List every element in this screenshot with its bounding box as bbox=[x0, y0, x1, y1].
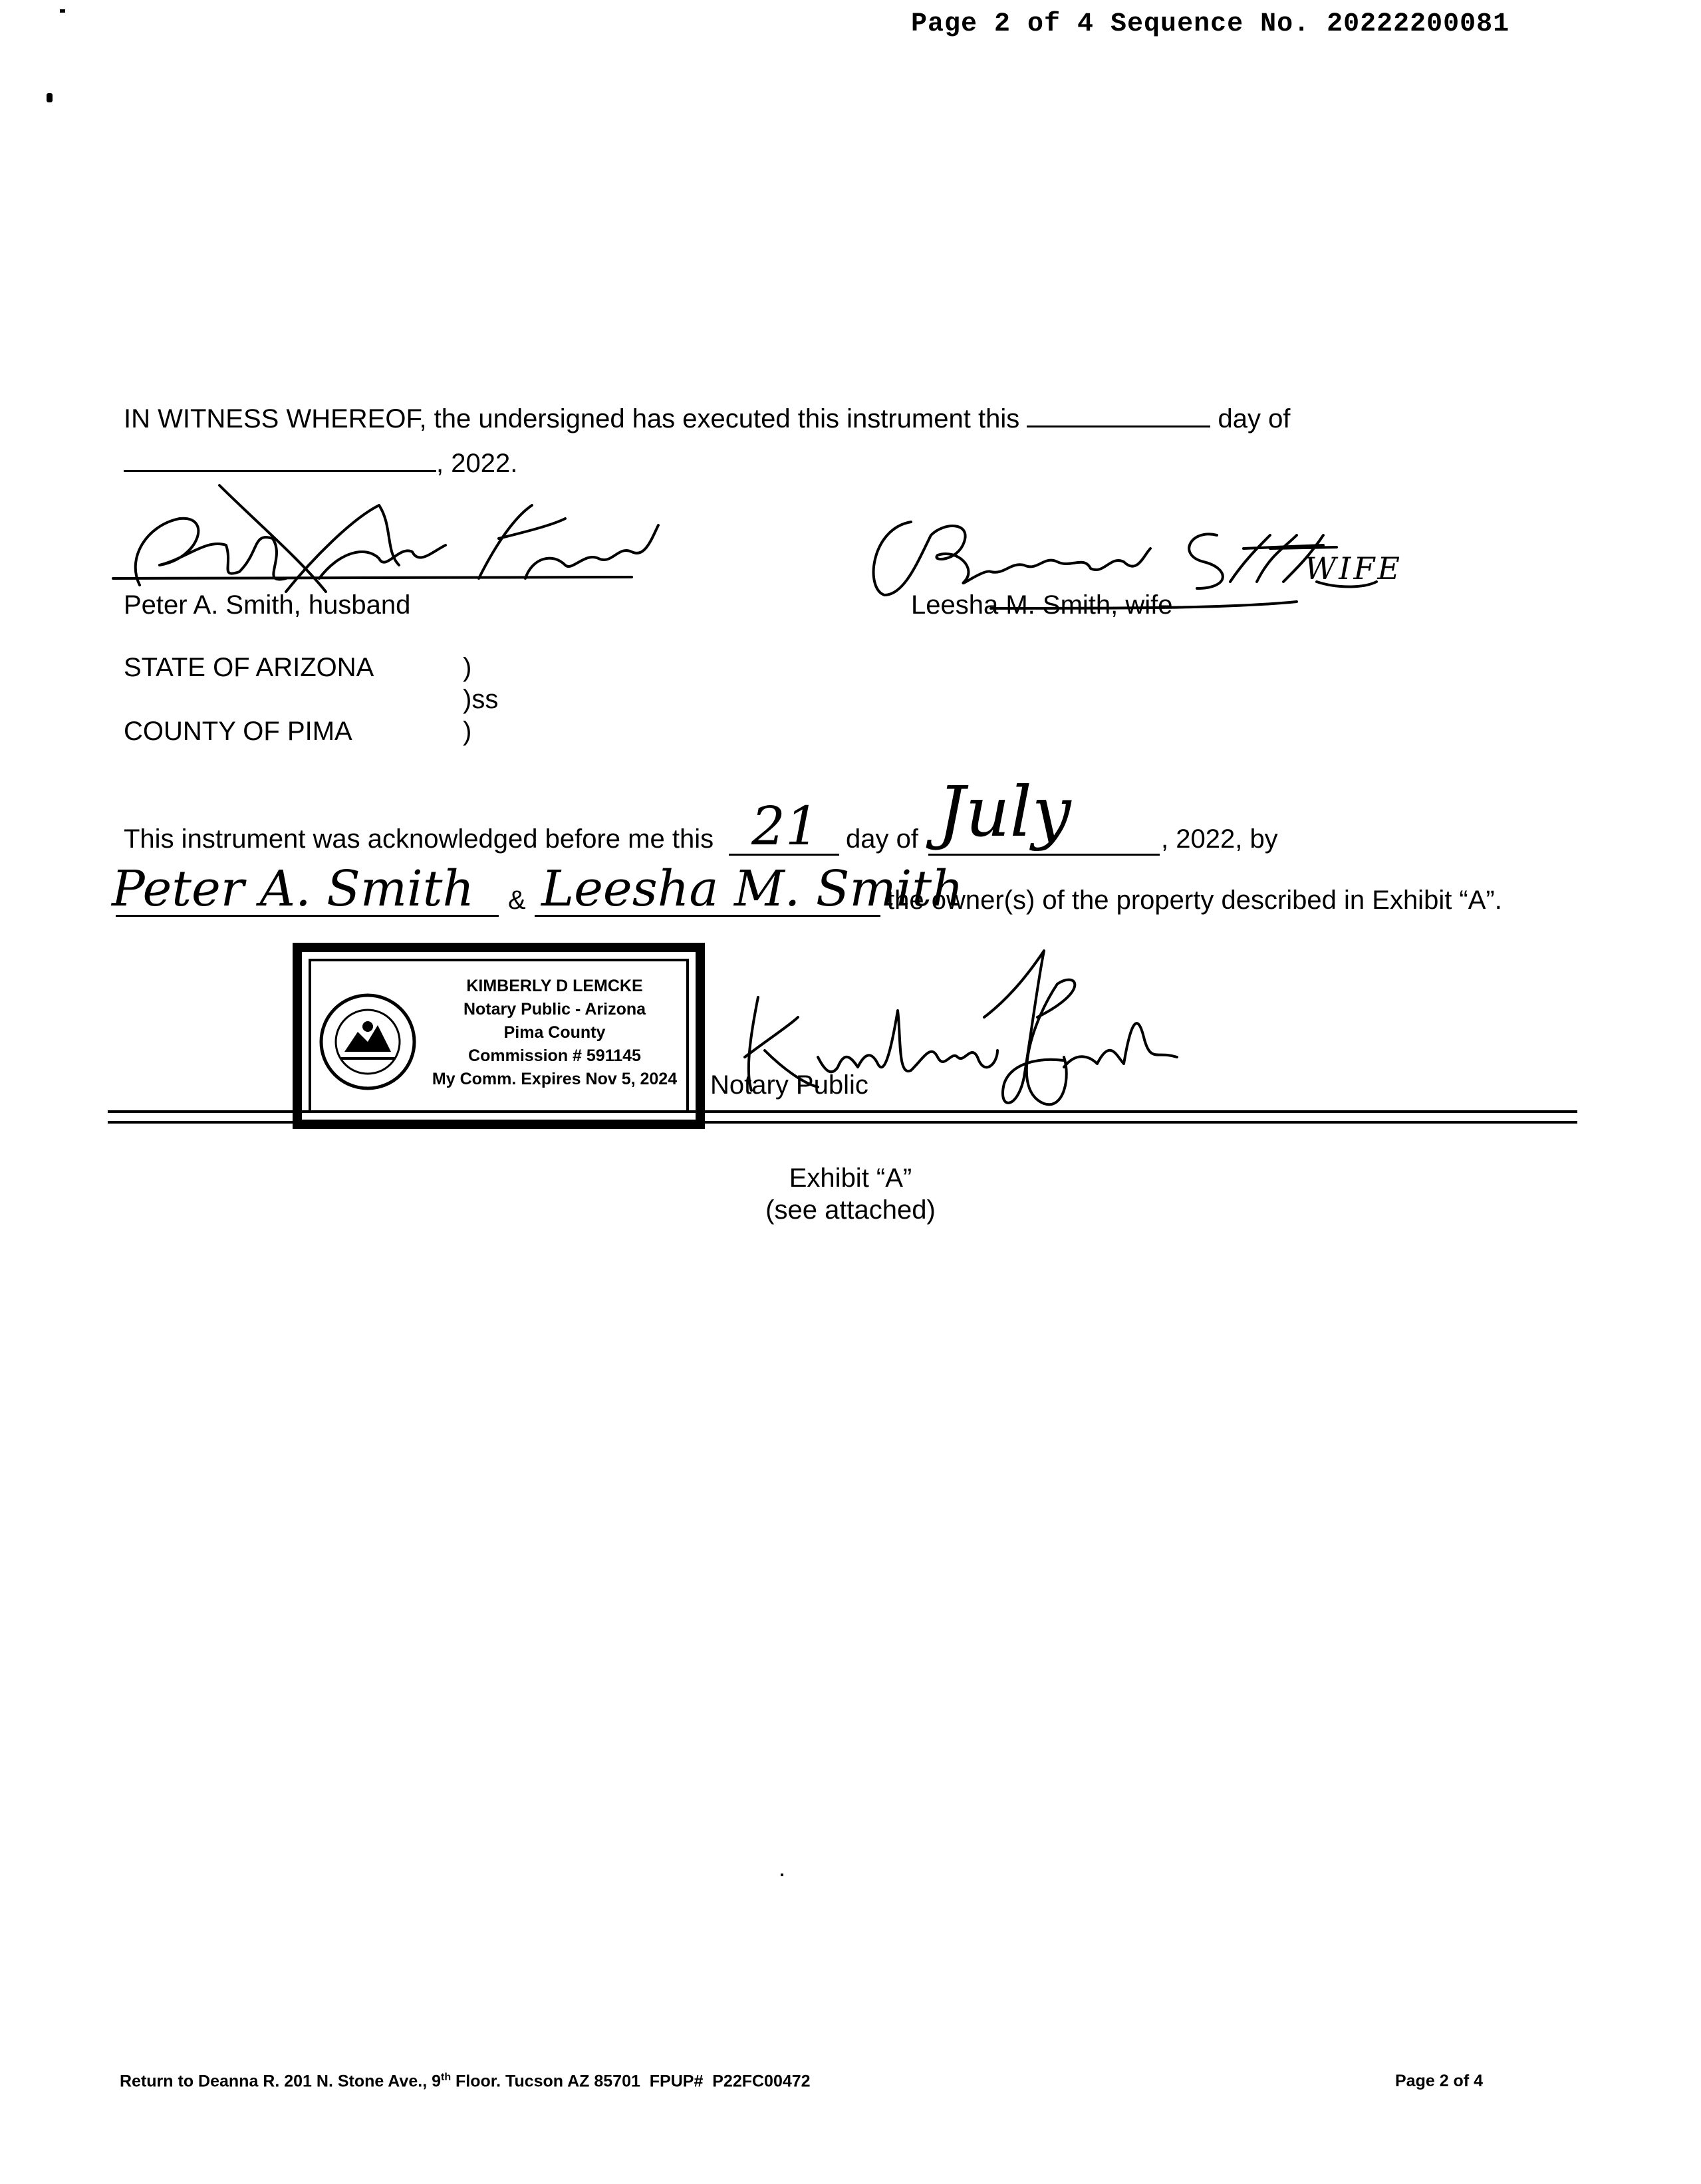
recording-header: Page 2 of 4 Sequence No. 20222200081 bbox=[911, 9, 1510, 39]
ack-prefix: This instrument was acknowledged before me this bbox=[124, 824, 714, 854]
ack-month-handwritten: July bbox=[938, 771, 1071, 852]
witness-day-blank bbox=[1027, 403, 1210, 427]
ack-name2-handwritten: Leesha M. Smith bbox=[541, 860, 964, 917]
venue-state: STATE OF ARIZONA bbox=[124, 653, 374, 682]
separator-rule-bottom bbox=[108, 1121, 1577, 1124]
notary-stamp-expires: My Comm. Expires Nov 5, 2024 bbox=[432, 1070, 678, 1088]
footer-return-to bbox=[120, 2072, 811, 2091]
scan-speck bbox=[47, 93, 53, 102]
venue-county: COUNTY OF PIMA bbox=[124, 717, 352, 746]
notary-stamp-name: KIMBERLY D LEMCKE bbox=[466, 977, 643, 995]
ack-day-of: day of bbox=[846, 824, 918, 854]
exhibit-subtitle: (see attached) bbox=[765, 1195, 936, 1225]
venue-paren-top: ) bbox=[463, 653, 472, 682]
ack-owners-text: the owner(s) of the property described in Exhibit “A”. bbox=[887, 886, 1502, 915]
husband-signature bbox=[100, 479, 665, 598]
wife-signature-note: WIFE bbox=[1305, 550, 1402, 586]
venue-paren-bottom: ) bbox=[463, 717, 472, 746]
footer-return-prefix: Return to Deanna R. 201 N. Stone Ave., 9 bbox=[120, 2072, 441, 2091]
footer-return-sup: th bbox=[440, 2072, 452, 2083]
notary-stamp-county: Pima County bbox=[503, 1023, 606, 1042]
ack-month-blank bbox=[928, 854, 1160, 856]
witness-line-1 bbox=[124, 403, 1290, 434]
witness-line-2 bbox=[124, 447, 517, 479]
ack-ampersand: & bbox=[508, 886, 526, 915]
husband-label: Peter A. Smith, husband bbox=[124, 590, 411, 620]
wife-label: Leesha M. Smith, wife bbox=[911, 590, 1173, 620]
witness-day-of: day of bbox=[1218, 404, 1291, 433]
ack-year: , 2022, by bbox=[1161, 824, 1278, 854]
ack-day-handwritten: 21 bbox=[751, 795, 819, 857]
notary-public-label: Notary Public bbox=[710, 1070, 868, 1100]
witness-text: IN WITNESS WHEREOF, the undersigned has executed this instrument this bbox=[124, 404, 1020, 433]
footer-return-suffix: Floor. Tucson AZ 85701 FPUP# P22FC00472 bbox=[451, 2072, 811, 2091]
exhibit-title: Exhibit “A” bbox=[789, 1163, 912, 1193]
scan-speck bbox=[60, 9, 65, 13]
notary-stamp bbox=[293, 943, 705, 1129]
scan-speck bbox=[781, 1874, 783, 1876]
ack-name1-handwritten: Peter A. Smith bbox=[112, 860, 475, 917]
footer-page: Page 2 of 4 bbox=[1395, 2072, 1483, 2090]
notary-stamp-title: Notary Public - Arizona bbox=[463, 1000, 646, 1019]
witness-year: , 2022. bbox=[436, 449, 518, 478]
arizona-seal-icon bbox=[318, 992, 418, 1092]
venue-ss: )ss bbox=[463, 685, 499, 714]
witness-month-blank bbox=[124, 447, 436, 472]
notary-stamp-commission: Commission # 591145 bbox=[468, 1046, 641, 1065]
notary-stamp-text bbox=[415, 975, 694, 1091]
separator-rule-top bbox=[108, 1110, 1577, 1113]
